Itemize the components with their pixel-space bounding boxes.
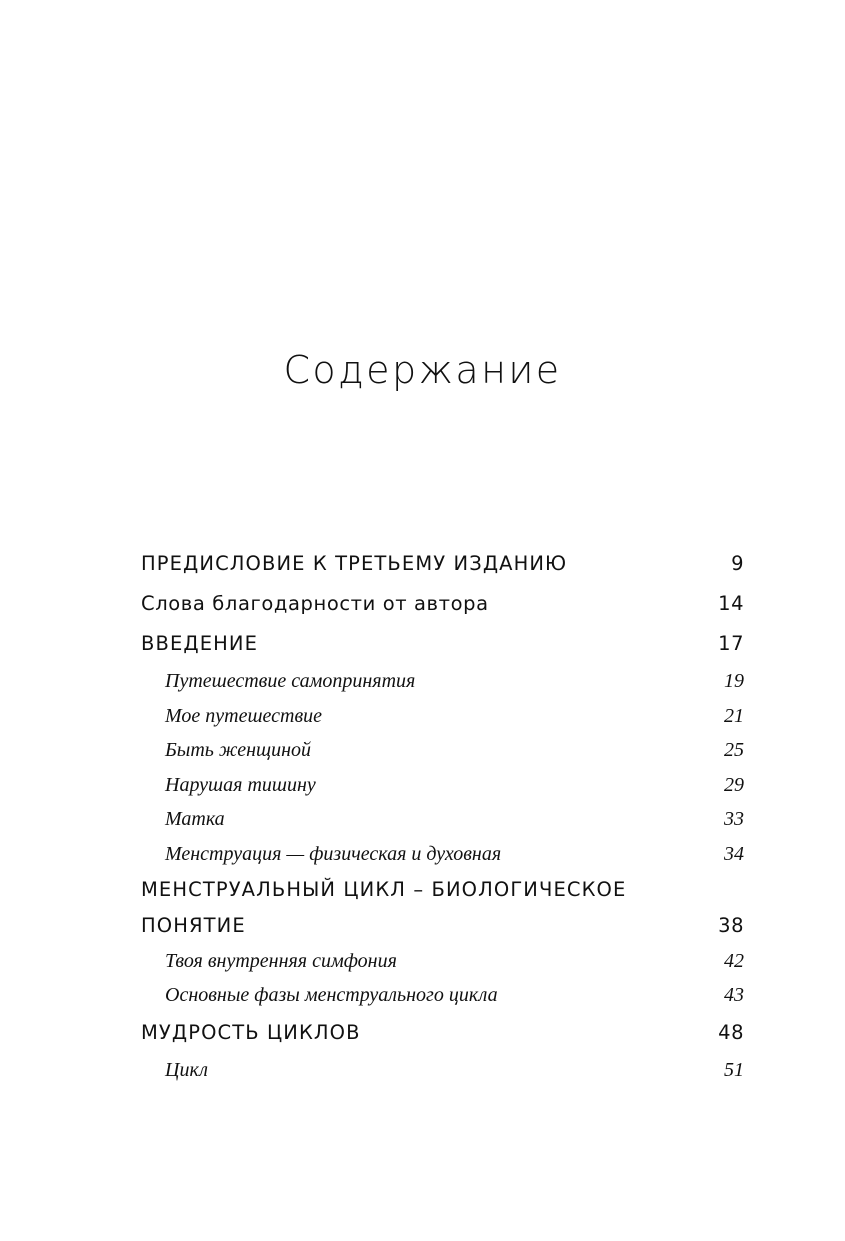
toc-entry-label: ПОНЯТИЕ xyxy=(141,913,246,937)
toc-entry-label: Твоя внутренняя симфония xyxy=(165,949,397,972)
toc-entry-wisdom-of-cycles[interactable] xyxy=(141,1013,744,1053)
toc-entry-page: 48 xyxy=(718,1020,744,1044)
toc-entry-page: 38 xyxy=(718,913,744,937)
toc-subentry[interactable] xyxy=(141,699,744,734)
toc-entry-acknowledgements[interactable] xyxy=(141,584,744,624)
toc-subentry[interactable] xyxy=(141,944,744,979)
toc-entry-page: 19 xyxy=(724,670,744,692)
toc-entry-page: 17 xyxy=(718,632,744,655)
toc-entry-menstrual-cycle-continued[interactable] xyxy=(141,908,744,944)
toc-entry-label: Мое путешествие xyxy=(165,704,323,727)
table-of-contents xyxy=(141,544,744,1087)
toc-entry-page: 14 xyxy=(718,592,744,615)
toc-entry-page: 43 xyxy=(724,984,744,1007)
toc-entry-label: Быть женщиной xyxy=(165,739,312,762)
toc-entry-label: Основные фазы менструального цикла xyxy=(165,984,498,1007)
toc-subentry[interactable] xyxy=(141,802,744,837)
toc-entry-page: 42 xyxy=(724,949,744,972)
toc-entry-introduction[interactable] xyxy=(141,624,744,664)
toc-entry-label: Менструация — физическая и духовная xyxy=(165,842,502,865)
toc-entry-menstrual-cycle[interactable] xyxy=(141,872,744,908)
toc-subentry[interactable] xyxy=(141,733,744,768)
toc-entry-page: 33 xyxy=(724,808,744,831)
toc-subentry[interactable] xyxy=(141,768,744,803)
toc-subentry[interactable] xyxy=(141,837,744,872)
toc-entry-page: 25 xyxy=(724,739,744,762)
page-title: Содержание xyxy=(283,348,562,392)
toc-entry-page: 34 xyxy=(724,842,744,865)
toc-entry-page: 29 xyxy=(724,773,744,796)
toc-entry-label: Нарушая тишину xyxy=(165,773,316,796)
toc-entry-preface[interactable] xyxy=(141,544,744,584)
toc-entry-label: ВВЕДЕНИЕ xyxy=(141,632,259,655)
toc-entry-label: ПРЕДИСЛОВИЕ К ТРЕТЬЕМУ ИЗДАНИЮ xyxy=(141,552,568,575)
toc-subentry[interactable] xyxy=(141,664,744,699)
toc-entry-page: 51 xyxy=(724,1058,744,1081)
toc-entry-label: МЕНСТРУАЛЬНЫЙ ЦИКЛ – БИОЛОГИЧЕСКОЕ xyxy=(141,877,627,901)
toc-entry-label: Матка xyxy=(165,808,225,831)
toc-entry-page: 9 xyxy=(731,552,744,575)
toc-subentry[interactable] xyxy=(141,978,744,1013)
toc-entry-label: Цикл xyxy=(165,1058,208,1081)
toc-entry-page: 21 xyxy=(724,704,744,727)
toc-entry-label: Путешествие самопринятия xyxy=(165,670,416,692)
toc-entry-label: МУДРОСТЬ ЦИКЛОВ xyxy=(141,1020,361,1044)
toc-subentry[interactable] xyxy=(141,1053,744,1088)
toc-entry-label: Слова благодарности от автора xyxy=(141,592,489,615)
